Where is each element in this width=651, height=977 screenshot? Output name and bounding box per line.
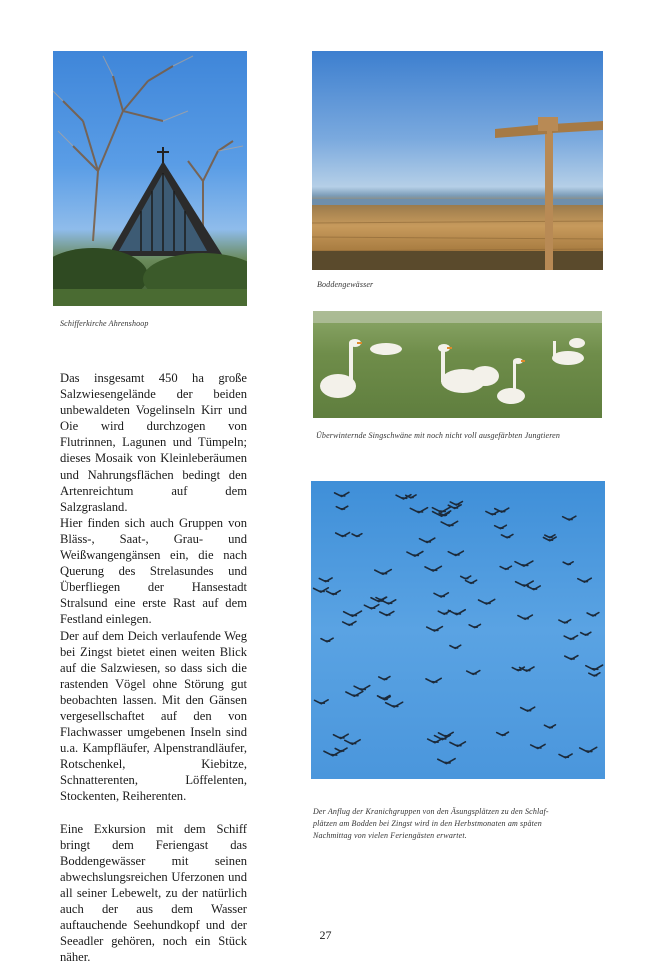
- paragraph: Hier finden sich auch Gruppen von Bläss-, Saat-, Grau- und Weißwangengänsen ein, die nach Querung des Strelasundes und Überfliegen der Hansestadt Stralsund eine erste Rast auf dem Festland einlegen.: [60, 515, 247, 627]
- cranes-caption-line: Nachmittag von vielen Feriengästen erwartet.: [313, 831, 467, 840]
- cranes-caption-line: Der Anflug der Kranichgruppen von den Äsungsplätzen zu den Schlaf-: [313, 807, 549, 816]
- church-caption: Schifferkirche Ahrenshoop: [60, 319, 149, 328]
- swans-caption: Überwinternde Singschwäne mit noch nicht voll ausgefärbten Jungtieren: [316, 431, 561, 440]
- swans-photo: [313, 311, 602, 418]
- paragraph: Eine Exkursion mit dem Schiff bringt dem Feriengast das Boddengewässer mit seinen abwechslungsreichen Uferzonen und all seiner Lebewelt, zu der natürlich auch der aus dem Wasser auftauchende Seehundkopf und der Seeadler gehören, noch ein Stück näher.: [60, 821, 247, 965]
- church-photo: [53, 51, 247, 306]
- page-number: 27: [319, 928, 332, 942]
- paragraph: Der auf dem Deich verlaufende Weg bei Zingst bietet einen weiten Blick auf die Salzwiesen, so dass sich die rastenden Vögel ohne Störung gut beobachten lassen. Mit den Gänsen vergesellschaftet auf den von Flachwasser umgebenen Inseln sind u.a. Kampfläufer, Alpenstrandläufer, Rotschenkel, Kiebitze, Schnatterenten, Löffelenten, Stockenten, Reiherenten.: [60, 628, 247, 804]
- bodden-caption: Boddengewässer: [317, 280, 374, 289]
- cranes-photo: [311, 481, 605, 779]
- article-text: [60, 370, 247, 965]
- bodden-photo: [312, 51, 603, 270]
- paragraph: Das insgesamt 450 ha große Salzwiesengelände der beiden unbewaldeten Vogelinseln Kirr und Oie wird durchzogen von Flutrinnen, Lagunen und Tümpeln; dieses Mosaik von Kleinleberäumen und Nahrungsflächen bedingt den Artenreichtum auf dem Salzgrasland.: [60, 371, 247, 514]
- cranes-caption: [313, 806, 613, 842]
- cranes-caption-line: plätzen am Bodden bei Zingst wird in den Herbstmonaten am späten: [313, 819, 542, 828]
